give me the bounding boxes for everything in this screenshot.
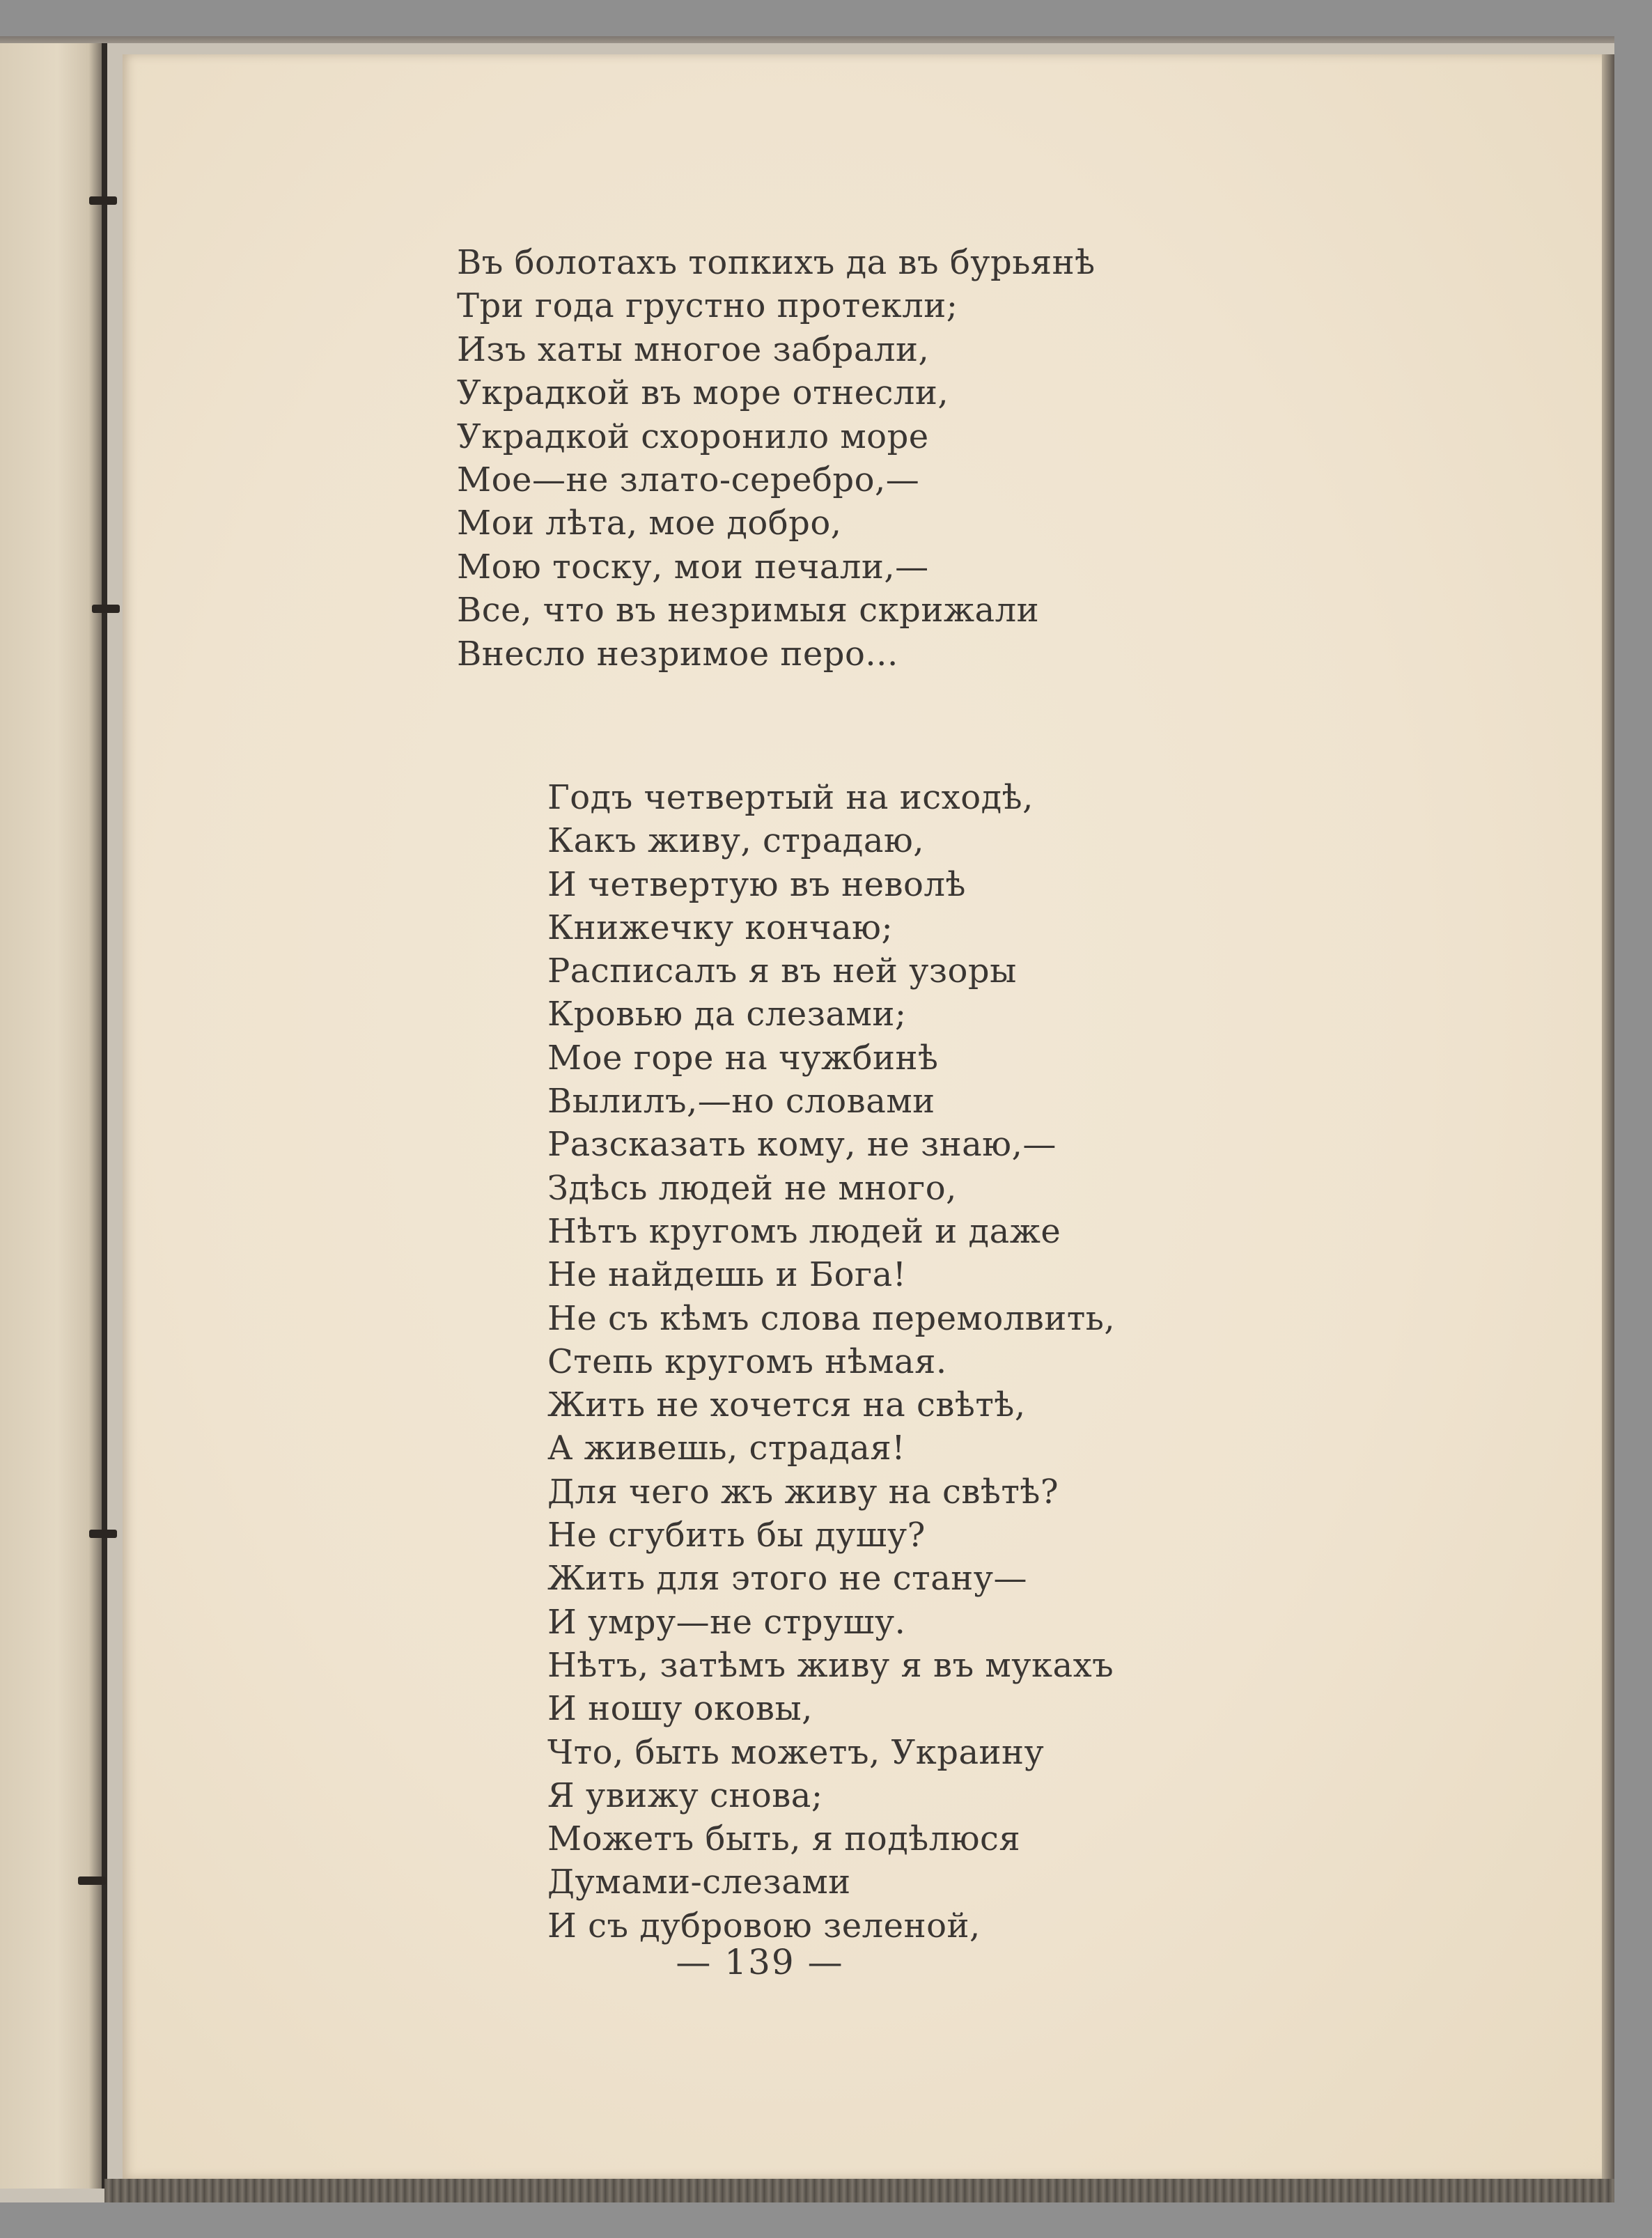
poem-line: Внесло незримое перо... [457, 634, 898, 674]
poem-line: Для чего жъ живу на свѣтѣ? [547, 1472, 1059, 1512]
binding-stitch [78, 1876, 106, 1885]
poem-line: Изъ хаты многое забрали, [457, 329, 930, 369]
poem-line: Какъ живу, страдаю, [547, 821, 924, 861]
poem-line: Въ болотахъ топкихъ да въ бурьянѣ [457, 243, 1096, 282]
poem-line: Что, быть можетъ, Украину [547, 1732, 1045, 1772]
page-right-edge [1602, 54, 1614, 2179]
poem-line: Нѣтъ, затѣмъ живу я въ мукахъ [547, 1645, 1114, 1685]
page-number: — 139 — [676, 1942, 844, 1982]
poem-line: Разсказать кому, не знаю,— [547, 1125, 1057, 1165]
poem-line: Три года грустно протекли; [457, 286, 958, 326]
poem-line: Украдкой въ море отнесли, [457, 373, 949, 413]
poem-line: Жить не хочется на свѣтѣ, [547, 1385, 1026, 1425]
poem-line: Не сгубить бы душу? [547, 1516, 926, 1555]
poem-line: Книжечку кончаю; [547, 908, 894, 947]
poem-line: Мое—не злато-серебро,— [457, 460, 920, 500]
scan-bottom-border [104, 2179, 1614, 2202]
book-spine [102, 43, 107, 2189]
poem-line: Жить для этого не стану— [547, 1559, 1028, 1599]
poem-line: Вылилъ,—но словами [547, 1082, 935, 1121]
poem-line: Здѣсь людей не много, [547, 1168, 957, 1208]
poem-line: И ношу оковы, [547, 1689, 813, 1729]
book-page [123, 54, 1606, 2179]
poem-line: Годъ четвертый на исходѣ, [547, 778, 1034, 817]
poem-line: Мое горе на чужбинѣ [547, 1038, 939, 1078]
poem-line: А живешь, страдая! [547, 1429, 905, 1468]
poem [123, 54, 1606, 2179]
poem-line: Мою тоску, мои печали,— [457, 547, 929, 586]
poem-line: Украдкой схоронило море [457, 417, 929, 456]
binding-stitch [89, 1530, 117, 1538]
poem-line: Степь кругомъ нѣмая. [547, 1342, 947, 1381]
poem-line: Думами-слезами [547, 1863, 851, 1902]
poem-line: И съ дубровою зеленой, [547, 1906, 981, 1945]
poem-line: Можетъ быть, я подѣлюся [547, 1819, 1021, 1859]
poem-line: И четвертую въ неволѣ [547, 864, 966, 904]
poem-line: Не съ кѣмъ слова перемолвить, [547, 1298, 1116, 1338]
binding-stitch [89, 196, 117, 205]
poem-line: Расписалъ я въ ней узоры [547, 951, 1017, 991]
binding-stitch [92, 605, 120, 613]
stanza-1 [457, 241, 1096, 676]
poem-line: Мои лѣта, мое добро, [457, 504, 842, 543]
poem-line: Не найдешь и Бога! [547, 1255, 907, 1295]
poem-line: Я увижу снова; [547, 1775, 823, 1815]
poem-line: Кровью да слезами; [547, 995, 907, 1034]
poem-line: И умру—не струшу. [547, 1602, 906, 1642]
poem-line: Нѣтъ кругомъ людей и даже [547, 1211, 1061, 1251]
left-page-edge [0, 43, 104, 2189]
stanza-2 [547, 776, 1115, 1948]
poem-line: Все, что въ незримыя скрижали [457, 591, 1040, 630]
